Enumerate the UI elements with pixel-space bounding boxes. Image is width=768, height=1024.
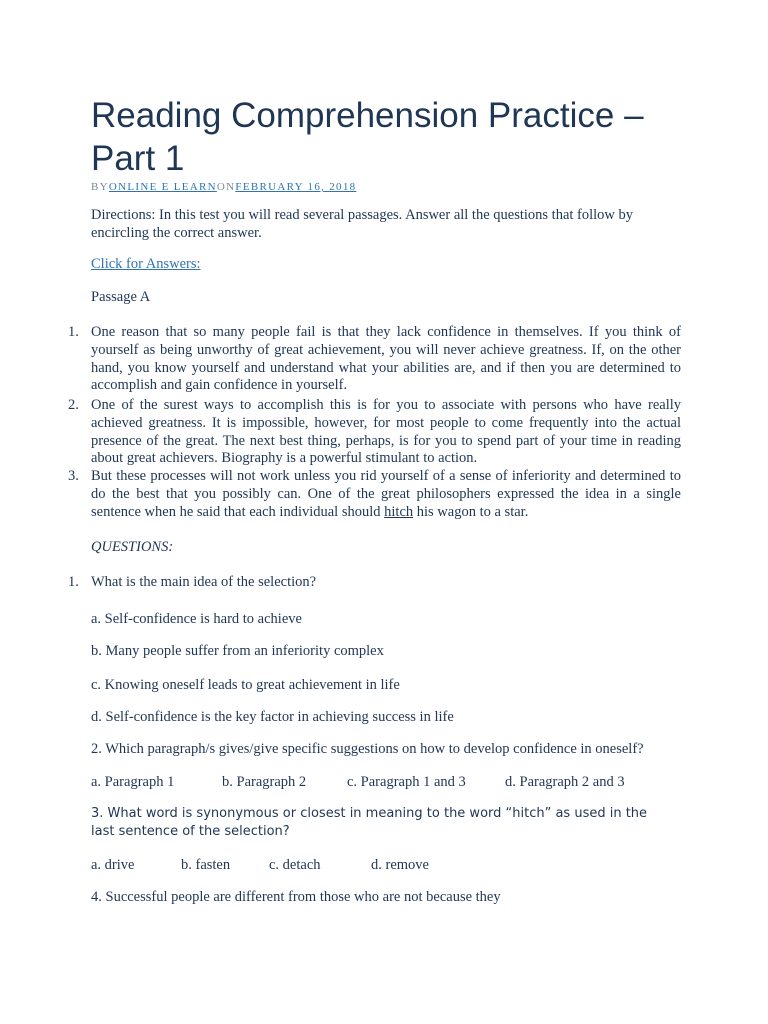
directions-text: Directions: In this test you will read several passages. Answer all the questions that follow by encircling the correct answer. xyxy=(91,207,634,241)
q1-option-c: c. Knowing oneself leads to great achievement in life xyxy=(91,677,400,693)
question-text: What is the main idea of the selection? xyxy=(91,574,317,590)
byline-on: ON xyxy=(216,181,236,193)
paragraph-text-part: But these processes will not work unless you rid yourself of a sense of inferiority and determined to do the best that you possibly can. One of the great philosophers expressed the idea in a single sentence when he said that each individual should xyxy=(91,468,681,520)
questions-heading: QUESTIONS: xyxy=(91,539,174,555)
paragraph-number: 2. xyxy=(68,397,79,413)
byline-by: BY xyxy=(91,181,109,193)
q3-option-d: d. remove xyxy=(371,857,429,873)
passage-label: Passage A xyxy=(91,289,151,305)
date-link[interactable]: FEBRUARY 16, 2018 xyxy=(235,181,357,193)
q2-option-d: d. Paragraph 2 and 3 xyxy=(505,774,625,790)
q1-option-a: a. Self-confidence is hard to achieve xyxy=(91,611,302,627)
paragraph-text xyxy=(91,468,681,521)
q1-option-d: d. Self-confidence is the key factor in achieving success in life xyxy=(91,709,454,725)
question-4: 4. Successful people are different from those who are not because they xyxy=(91,889,501,905)
question-2: 2. Which paragraph/s gives/give specific suggestions on how to develop confidence in oneself? xyxy=(91,741,644,757)
author-link[interactable]: ONLINE E LEARN xyxy=(108,181,217,193)
paragraph-text: One reason that so many people fail is that they lack confidence in themselves. If you think of yourself as being unworthy of great achievement, you will never achieve greatness. If, on the other hand, you know yourself and understand what your abilities are, and if then you are determined to accomplish and gain confidence in yourself. xyxy=(91,324,681,394)
q3-option-a: a. drive xyxy=(91,857,135,873)
paragraph-number: 3. xyxy=(68,468,79,484)
question-number: 1. xyxy=(68,574,79,590)
byline xyxy=(91,181,356,193)
page-title: Reading Comprehension Practice – Part 1 xyxy=(91,96,644,178)
q2-option-b: b. Paragraph 2 xyxy=(222,774,307,790)
paragraph-text-part: his wagon to a star. xyxy=(413,503,529,520)
q2-option-c: c. Paragraph 1 and 3 xyxy=(347,774,466,790)
q3-option-b: b. fasten xyxy=(181,857,231,873)
paragraph-text: One of the surest ways to accomplish this is for you to associate with persons who have really achieved greatness. It is impossible, however, for most people to come frequently into the actual presence of the great. The next best thing, perhaps, is for you to spend part of your time in reading about great achievers. Biography is a powerful stimulant to action. xyxy=(91,397,681,467)
q3-option-c: c. detach xyxy=(269,857,321,873)
question-3: 3. What word is synonymous or closest in meaning to the word “hitch” as used in the last sentence of the selection? xyxy=(91,806,648,839)
paragraph-number: 1. xyxy=(68,324,79,340)
underlined-word-hitch: hitch xyxy=(384,503,414,520)
answers-link[interactable]: Click for Answers: xyxy=(91,256,201,272)
q2-option-a: a. Paragraph 1 xyxy=(91,774,175,790)
q1-option-b: b. Many people suffer from an inferiority complex xyxy=(91,643,384,659)
